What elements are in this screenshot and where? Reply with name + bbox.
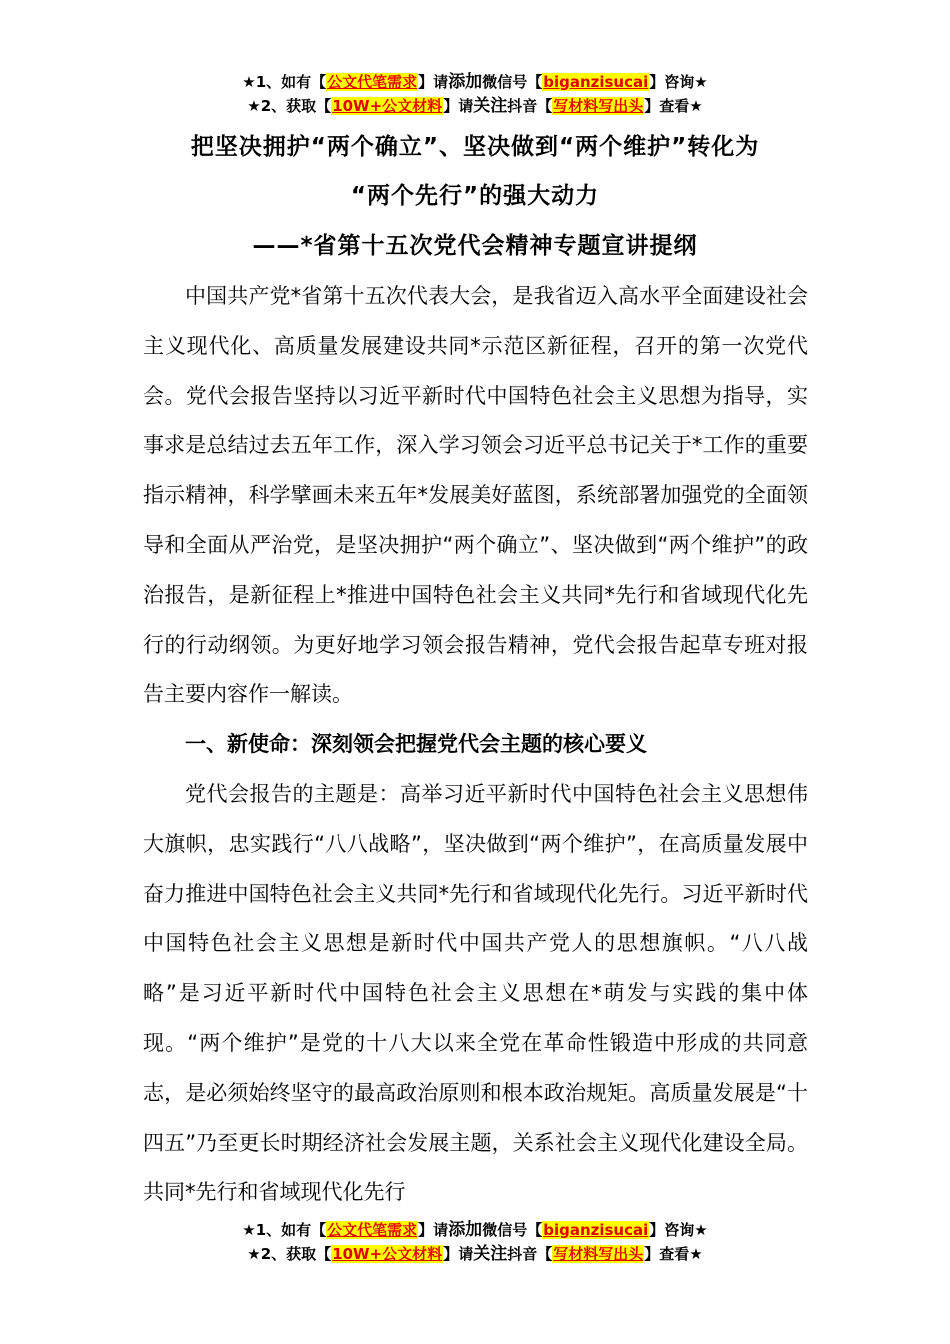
promo-text: 】查看★ xyxy=(644,1245,703,1263)
promo-text: 】请 xyxy=(443,1245,474,1263)
intro-paragraph: 中国共产党*省第十五次代表大会，是我省迈入高水平全面建设社会主义现代化、高质量发展建设共同*示范区新征程，召开的第一次党代会。党代会报告坚持以习近平新时代中国特色社会主义思想为指导，实事求是总结过去五年工作，深入学习领会习近平总书记关于*工作的重要指示精神，科学擘画未来五年*发展美好蓝图，系统部署加强党的全面领导和全面从严治党，是坚决拥护“两个确立”、坚决做到“两个维护”的政治报告，是新征程上*推进中国特色社会主义共同*先行和省域现代化先行的行动纲领。为更好地学习领会报告精神，党代会报告起草专班对报告主要内容作一解读。 xyxy=(143,284,808,707)
promo-text: 】咨询★ xyxy=(649,1221,708,1239)
section-heading-1: 一、新使命：深刻领会把握党代会主题的核心要义 xyxy=(185,732,647,757)
promo-line-2 xyxy=(0,1242,950,1266)
promo-text: 微信号【 xyxy=(482,1221,543,1239)
promo-line-1 xyxy=(0,1218,950,1242)
top-promo-banner xyxy=(0,70,950,118)
bottom-promo-banner xyxy=(0,1218,950,1266)
promo-text: ★2、获取【 xyxy=(247,1245,332,1263)
promo-highlight-douyin: 写材料写出头 xyxy=(553,1245,644,1263)
body-paragraph: 党代会报告的主题是：高举习近平新时代中国特色社会主义思想伟大旗帜，忠实践行“八八战略”，坚决做到“两个维护”，在高质量发展中奋力推进中国特色社会主义共同*先行和省域现代化先行。习近平新时代中国特色社会主义思想是新时代中国共产党人的思想旗帜。“八八战略”是习近平新时代中国特色社会主义思想在*萌发与实践的集中体现。“两个维护”是党的十八大以来全党在革命性锻造中形成的共同意志，是必须始终坚守的最高政治原则和根本政治规矩。高质量发展是“十四五”乃至更长时期经济社会发展主题，关系社会主义现代化建设全局。共同*先行和省域现代化先行 xyxy=(143,781,808,1205)
promo-text: ★2、获取【 xyxy=(247,97,332,115)
promo-text: ★1、如有【 xyxy=(242,73,327,91)
promo-emphasis: 添加 xyxy=(448,72,483,92)
document-title-line-2: “两个先行”的强大动力 xyxy=(350,183,600,209)
promo-emphasis: 关注 xyxy=(473,1244,508,1264)
document-title-line-1: 把坚决拥护“两个确立”、坚决做到“两个维护”转化为 xyxy=(190,134,760,160)
promo-highlight: 10W+公文材料 xyxy=(332,1245,443,1263)
promo-line-2 xyxy=(0,94,950,118)
promo-text: 】请 xyxy=(443,97,474,115)
promo-text: 】咨询★ xyxy=(649,73,708,91)
promo-highlight: 公文代笔需求 xyxy=(327,1221,418,1239)
promo-text: 抖音【 xyxy=(507,97,553,115)
promo-emphasis: 添加 xyxy=(448,1220,483,1240)
promo-text: 微信号【 xyxy=(482,73,543,91)
promo-highlight-wechat: biganzisucai xyxy=(543,1221,649,1239)
promo-text: 】请 xyxy=(418,73,449,91)
promo-emphasis: 关注 xyxy=(473,96,508,116)
promo-text: ★1、如有【 xyxy=(242,1221,327,1239)
document-body xyxy=(143,272,808,1218)
promo-highlight: 公文代笔需求 xyxy=(327,73,418,91)
promo-line-1 xyxy=(0,70,950,94)
promo-text: 】请 xyxy=(418,1221,449,1239)
promo-text: 】查看★ xyxy=(644,97,703,115)
document-subtitle: ——*省第十五次党代会精神专题宣讲提纲 xyxy=(252,233,698,259)
promo-text: 抖音【 xyxy=(507,1245,553,1263)
promo-highlight: 10W+公文材料 xyxy=(332,97,443,115)
promo-highlight-douyin: 写材料写出头 xyxy=(553,97,644,115)
promo-highlight-wechat: biganzisucai xyxy=(543,73,649,91)
